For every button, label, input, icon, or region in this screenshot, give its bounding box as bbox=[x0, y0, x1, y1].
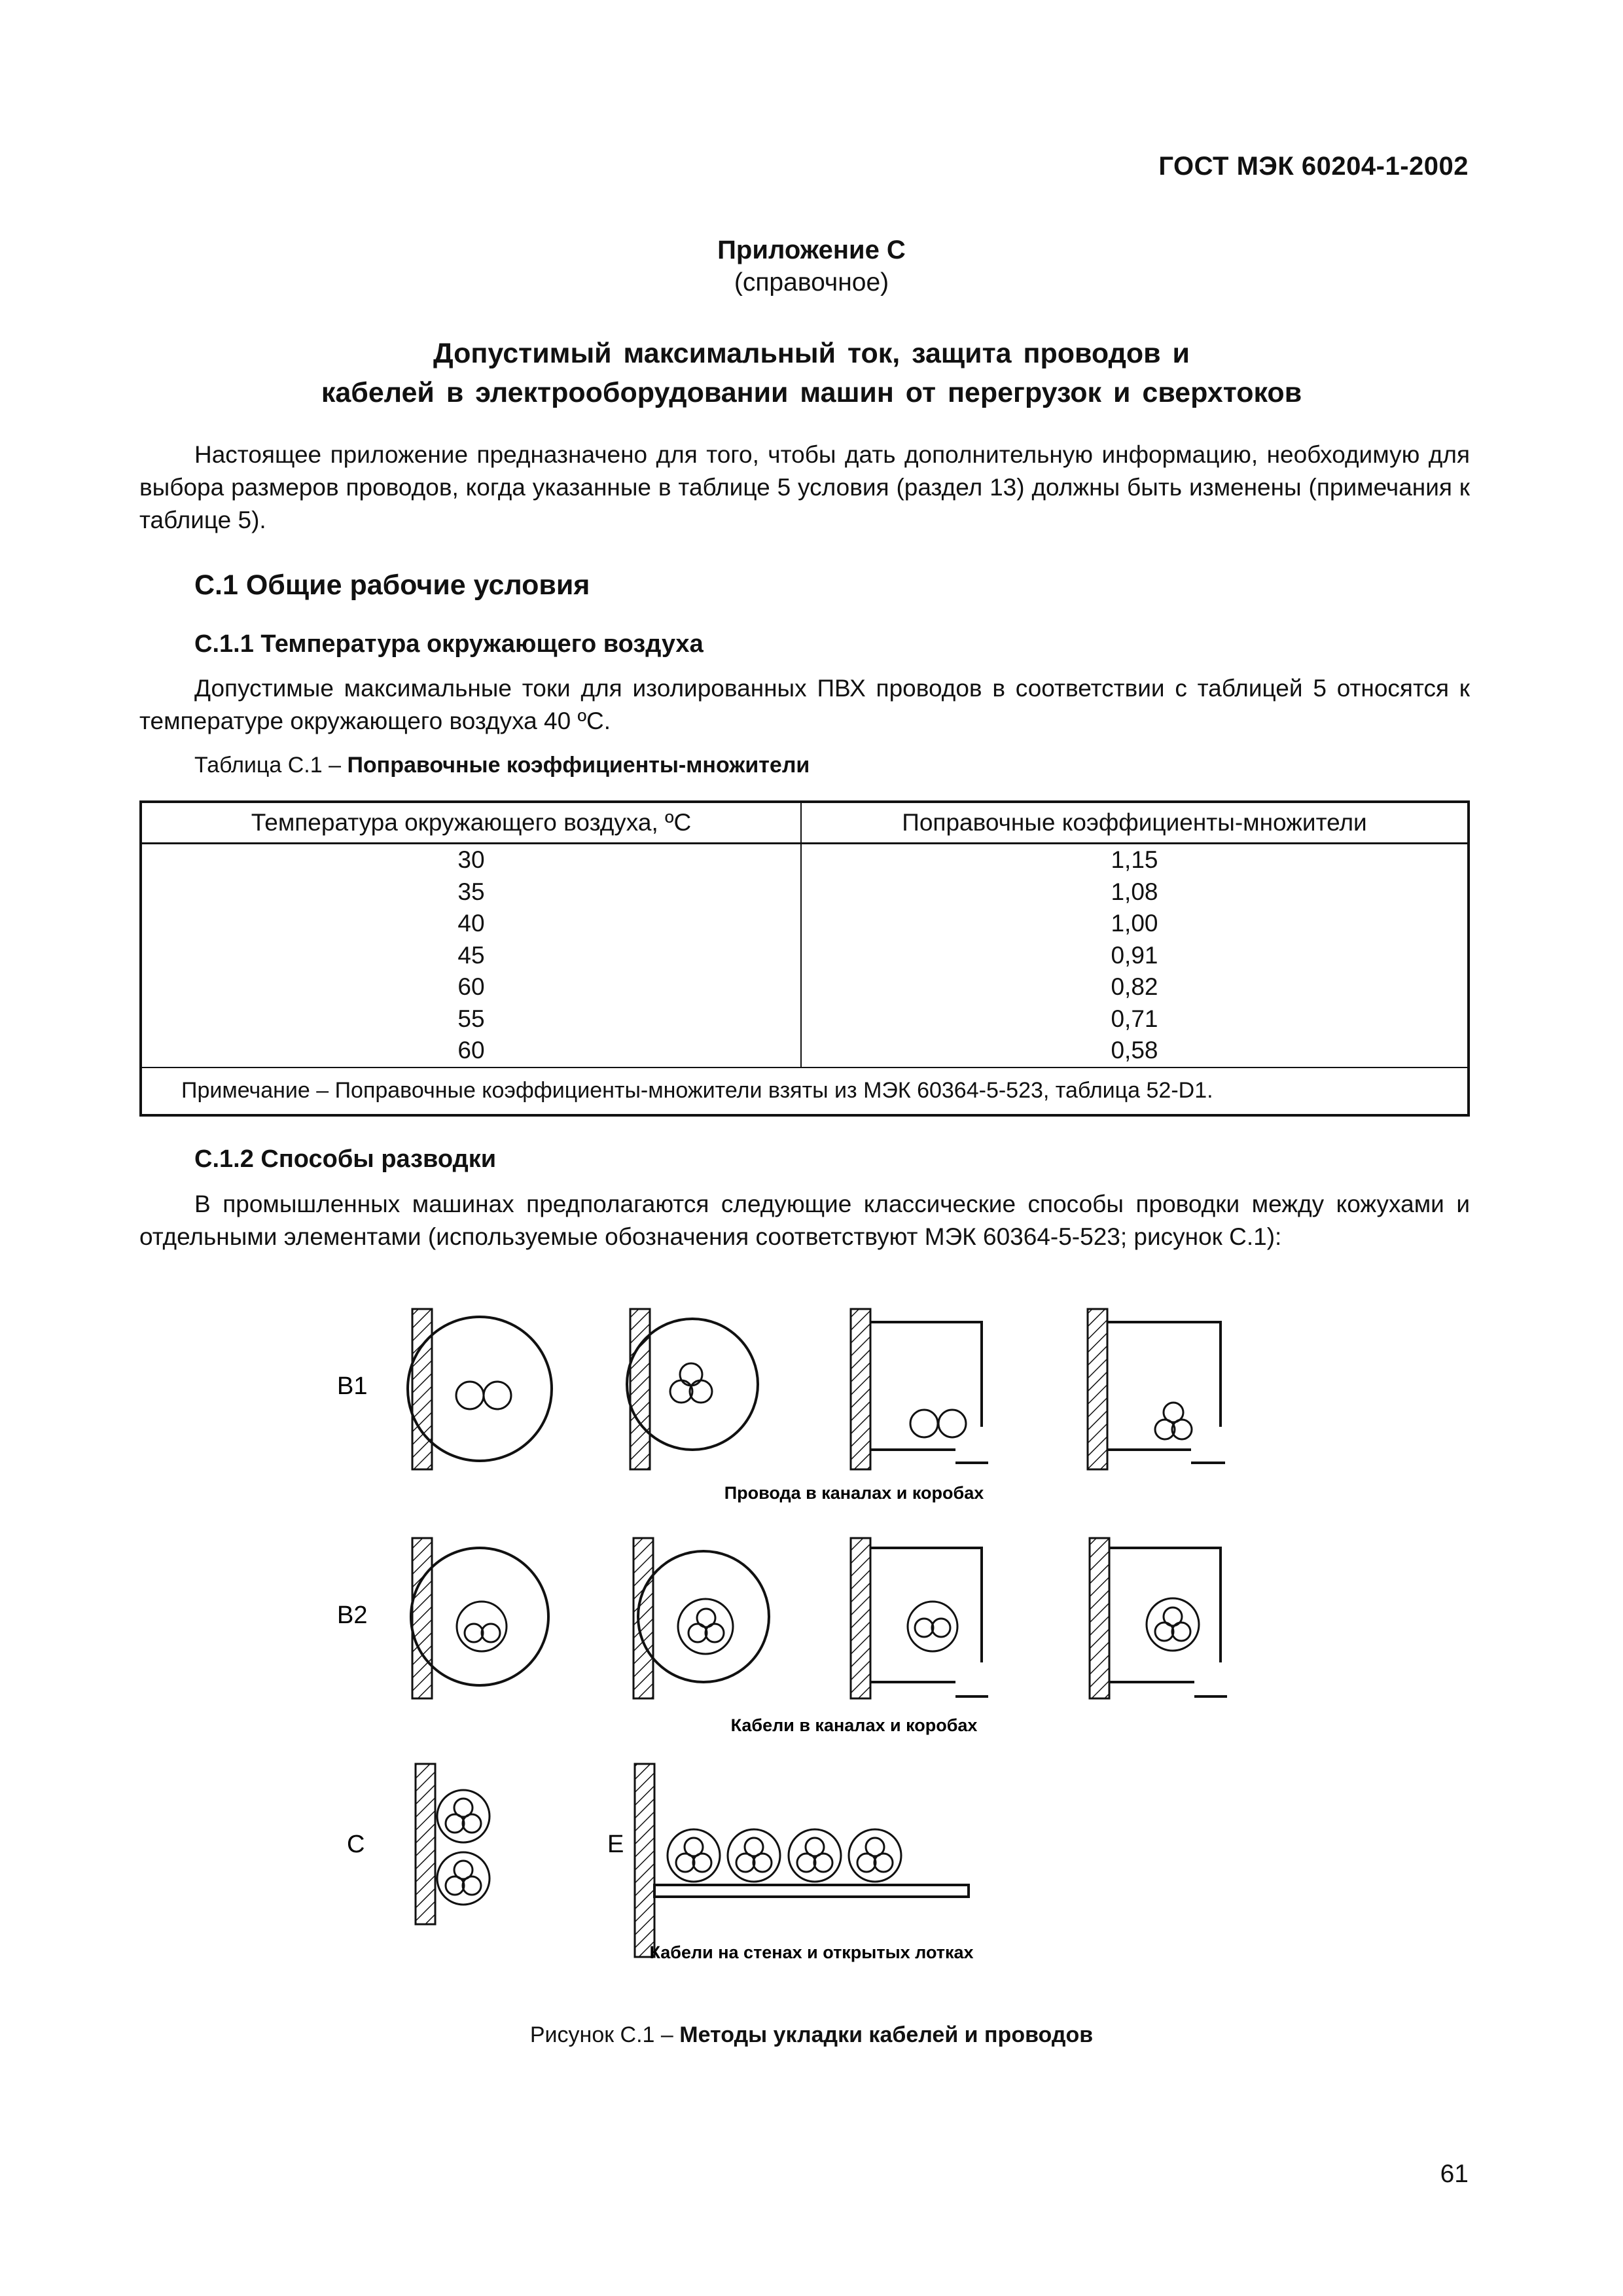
wall-hatch bbox=[630, 1309, 650, 1469]
main-title-line-2: кабелей в электрооборудовании машин от перегрузок и сверхтоков bbox=[321, 377, 1302, 408]
b2-trunking-triple bbox=[1090, 1538, 1227, 1698]
figure-caption-prefix: Рисунок С.1 – bbox=[529, 2022, 680, 2047]
table-cell-coefficient: 1,00 bbox=[1111, 910, 1158, 937]
wire bbox=[857, 1854, 876, 1872]
wall-hatch bbox=[1088, 1309, 1107, 1469]
wall-hatch bbox=[851, 1538, 870, 1698]
wire bbox=[1172, 1623, 1190, 1641]
b2-trunking-single bbox=[851, 1538, 988, 1698]
wire bbox=[482, 1624, 500, 1642]
cable-sheath bbox=[457, 1602, 507, 1651]
main-title-line-1: Допустимый максимальный ток, защита проводов и bbox=[433, 338, 1190, 369]
b1-conduit-triple bbox=[627, 1309, 758, 1469]
page-number: 61 bbox=[1440, 2160, 1469, 2188]
annex-title: Приложение С bbox=[717, 236, 906, 264]
wall-hatch bbox=[635, 1764, 654, 1957]
table-cell-temperature: 30 bbox=[457, 846, 485, 873]
correction-factor-table bbox=[139, 800, 1470, 1117]
figure-sublabel-wires: Провода в каналах и коробах bbox=[724, 1483, 984, 1503]
wire bbox=[938, 1410, 966, 1437]
trunking-outline bbox=[1109, 1548, 1221, 1662]
b2-conduit-single bbox=[411, 1538, 548, 1698]
b1-trunking-double bbox=[851, 1309, 988, 1469]
main-title bbox=[0, 334, 1623, 412]
annex-type: (справочное) bbox=[734, 268, 889, 296]
cable-sheath bbox=[1147, 1598, 1199, 1651]
row-label-b2: B2 bbox=[337, 1602, 368, 1629]
open-tray bbox=[654, 1885, 969, 1897]
table-cell-coefficient: 0,58 bbox=[1111, 1037, 1158, 1064]
wire bbox=[484, 1382, 511, 1409]
temperature-column bbox=[141, 844, 801, 1067]
table-caption bbox=[194, 753, 810, 778]
wire bbox=[736, 1854, 755, 1872]
intro-paragraph: Настоящее приложение предназначено для того, чтобы дать дополнительную информацию, необходимую для выбора размеров проводов, когда указанные в таблице 5 условия (раздел 13) должны быть изменены (примечания к таблице 5). bbox=[139, 441, 1470, 533]
wire bbox=[463, 1876, 481, 1895]
wire bbox=[456, 1382, 484, 1409]
e-cables-on-tray bbox=[635, 1764, 969, 1957]
wall-hatch bbox=[851, 1309, 870, 1469]
figure-caption-title: Методы укладки кабелей и проводов bbox=[679, 2022, 1094, 2047]
wire bbox=[1155, 1623, 1173, 1641]
table-caption-title: Поправочные коэффициенты-множители bbox=[347, 753, 810, 778]
wall-hatch bbox=[412, 1538, 432, 1698]
table-cell-temperature: 60 bbox=[457, 1037, 485, 1064]
figure-caption bbox=[0, 2022, 1623, 2048]
wire bbox=[753, 1854, 772, 1872]
wire bbox=[465, 1624, 483, 1642]
table-cell-temperature: 40 bbox=[457, 910, 485, 937]
wire bbox=[915, 1619, 933, 1637]
wire bbox=[910, 1410, 938, 1437]
table-caption-prefix: Таблица С.1 – bbox=[194, 753, 348, 778]
row-label-c: C bbox=[347, 1831, 365, 1858]
section-c12-paragraph: В промышленных машинах предполагаются следующие классические способы проводки между кожухами и отдельными элементами (используемые обозначения соответствуют МЭК 60364-5-523; рисунок С.1): bbox=[139, 1191, 1470, 1250]
figure-sublabel-open-trays: Кабели на стенах и открытых лотках bbox=[649, 1943, 974, 1962]
b1-conduit-single bbox=[408, 1309, 552, 1469]
table-note: Примечание – Поправочные коэффициенты-множители взяты из МЭК 60364-5-523, таблица 52-D1. bbox=[141, 1067, 1469, 1115]
b1-trunking-triple bbox=[1088, 1309, 1225, 1469]
coefficient-column bbox=[801, 844, 1469, 1067]
table-header-temperature: Температура окружающего воздуха, ºС bbox=[141, 802, 801, 844]
trunking-outline bbox=[870, 1322, 982, 1427]
wire bbox=[688, 1624, 707, 1642]
wire bbox=[676, 1854, 694, 1872]
table-cell-temperature: 45 bbox=[457, 941, 485, 969]
b2-conduit-triple bbox=[633, 1538, 769, 1698]
wire bbox=[680, 1363, 702, 1386]
wire bbox=[446, 1876, 464, 1895]
wire bbox=[932, 1619, 950, 1637]
conduit-circle bbox=[638, 1551, 769, 1682]
wire bbox=[693, 1854, 711, 1872]
wire bbox=[705, 1624, 724, 1642]
figure-sublabel-cables: Кабели в каналах и коробах bbox=[730, 1715, 978, 1735]
wall-hatch bbox=[1090, 1538, 1109, 1698]
table-cell-coefficient: 0,82 bbox=[1111, 973, 1158, 1000]
document-header: ГОСТ МЭК 60204-1-2002 bbox=[1158, 152, 1469, 181]
section-c1-heading: С.1 Общие рабочие условия bbox=[194, 569, 590, 601]
table-cell-coefficient: 0,91 bbox=[1111, 941, 1158, 969]
table-cell-coefficient: 0,71 bbox=[1111, 1005, 1158, 1032]
wire bbox=[446, 1814, 464, 1833]
row-label-b1: B1 bbox=[337, 1372, 368, 1400]
wall-hatch bbox=[412, 1309, 432, 1469]
wire bbox=[874, 1854, 893, 1872]
wire bbox=[797, 1854, 815, 1872]
wall-hatch bbox=[416, 1764, 435, 1924]
table-cell-coefficient: 1,08 bbox=[1111, 878, 1158, 905]
table-header-coefficient: Поправочные коэффициенты-множители bbox=[801, 802, 1469, 844]
wire bbox=[814, 1854, 832, 1872]
section-c11-paragraph: Допустимые максимальные токи для изолированных ПВХ проводов в соответствии с таблицей 5 относятся к температуре окружающего воздуха 40 ºС. bbox=[139, 675, 1470, 734]
trunking-outline bbox=[870, 1548, 982, 1662]
wall-hatch bbox=[633, 1538, 653, 1698]
table-cell-temperature: 35 bbox=[457, 878, 485, 905]
table-cell-coefficient: 1,15 bbox=[1111, 846, 1158, 873]
table-cell-temperature: 60 bbox=[457, 973, 485, 1000]
table-cell-temperature: 55 bbox=[457, 1005, 485, 1032]
section-c12-heading: С.1.2 Способы разводки bbox=[194, 1145, 497, 1173]
wiring-methods-figure bbox=[327, 1296, 1296, 2003]
wire bbox=[463, 1814, 481, 1833]
row-label-e: E bbox=[607, 1831, 624, 1858]
c-cables-on-wall bbox=[416, 1764, 490, 1924]
section-c11-heading: С.1.1 Температура окружающего воздуха bbox=[194, 630, 704, 658]
